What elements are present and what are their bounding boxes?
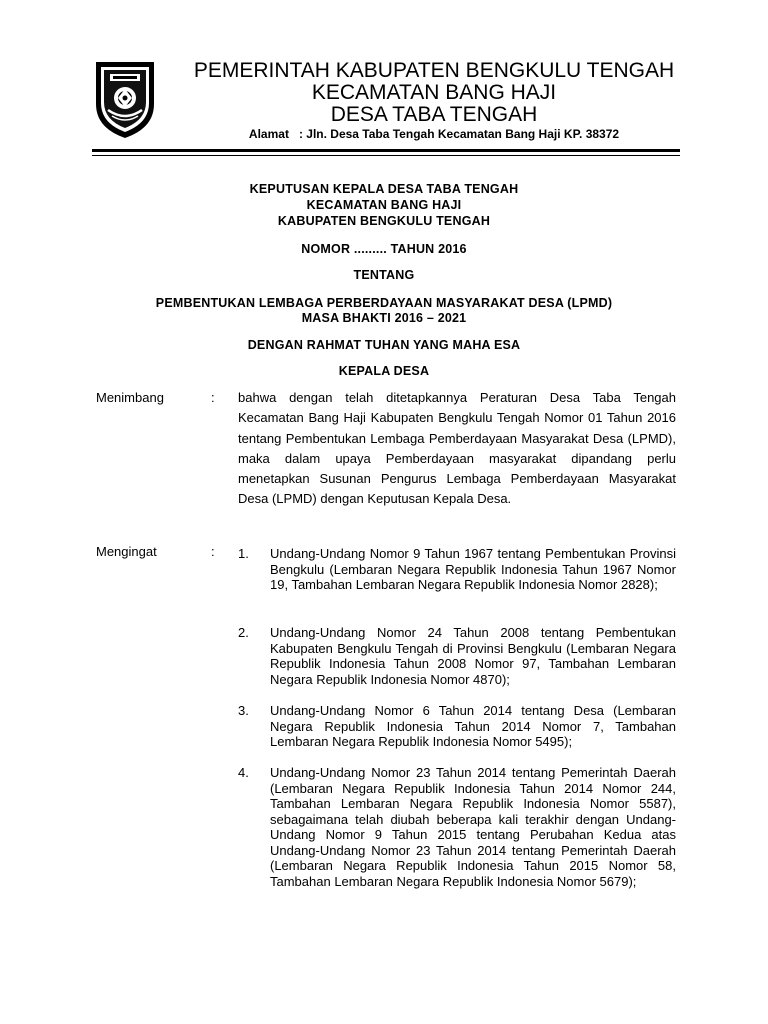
letterhead-divider-thin [92, 155, 680, 156]
mengingat-colon: : [211, 544, 215, 559]
letterhead-divider-thick [92, 149, 680, 152]
mengingat-label: Mengingat [96, 544, 157, 559]
regency-emblem-icon [92, 58, 158, 140]
mengingat-item-text: Undang-Undang Nomor 24 Tahun 2008 tentang Pembentukan Kabupaten Bengkulu Tengah di Provinsi Bengkulu (Lembaran Negara Republik Indonesia Tahun 2008 Nomor 97, Tambahan Lembaran Negara Republik Indonesia Nomor 4870); [270, 625, 676, 687]
menimbang-label: Menimbang [96, 390, 164, 405]
decree-number: NOMOR ......... TAHUN 2016 [301, 242, 467, 256]
decree-invocation: DENGAN RAHMAT TUHAN YANG MAHA ESA [247, 338, 521, 352]
decree-title-line3: KABUPATEN BENGKULU TENGAH [277, 214, 491, 228]
mengingat-item-text: Undang-Undang Nomor 9 Tahun 1967 tentang Pembentukan Provinsi Bengkulu (Lembaran Negara Republik Indonesia Tahun 1967 Nomor 19, Tambahan Lembaran Negara Republik Indonesia Nomor 2828); [270, 546, 676, 592]
decree-authority: KEPALA DESA [338, 364, 430, 378]
letterhead-address: Alamat : Jln. Desa Taba Tengah Kecamatan Bang Haji KP. 38372 [248, 127, 620, 141]
letterhead-district: KECAMATAN BANG HAJI [311, 81, 557, 104]
mengingat-item-number: 2. [238, 625, 249, 640]
menimbang-text: bahwa dengan telah ditetapkannya Peraturan Desa Taba Tengah Kecamatan Bang Haji Kabupaten Bengkulu Tengah Nomor 01 Tahun 2016 tentang Pembentukan Lembaga Pemberdayaan Masyarakat Desa (LPMD), maka dalam upaya Pemberdayaan masyarakat dipandang perlu menetapkan Susunan Pengurus Lembaga Pemberdayaan Masyarakat Desa (LPMD) dengan Keputusan Kepala Desa. [238, 390, 676, 507]
mengingat-item-number: 1. [238, 546, 249, 561]
decree-title-line2: KECAMATAN BANG HAJI [306, 198, 462, 212]
decree-subject-line2: MASA BHAKTI 2016 – 2021 [301, 311, 467, 325]
decree-subject-line1: PEMBENTUKAN LEMBAGA PERBERDAYAAN MASYARAKAT DESA (LPMD) [155, 296, 613, 310]
decree-tentang: TENTANG [353, 268, 415, 282]
letterhead-government: PEMERINTAH KABUPATEN BENGKULU TENGAH [193, 59, 675, 82]
mengingat-item-text: Undang-Undang Nomor 23 Tahun 2014 tentang Pemerintah Daerah (Lembaran Negara Republik Indonesia Tahun 2014 Nomor 244, Tambahan Lembaran Negara Republik Indonesia Nomor 5587), sebagaimana telah diubah beberapa kali terakhir dengan Undang-Undang Nomor 9 Tahun 2015 tentang Perubahan Kedua atas Undang-Undang Nomor 23 Tahun 2014 tentang Pemerintah Daerah (Lembaran Negara Republik Indonesia Tahun 2015 Nomor 58, Tambahan Lembaran Negara Republik Indonesia Nomor 5679); [270, 765, 676, 889]
decree-title-line1: KEPUTUSAN KEPALA DESA TABA TENGAH [249, 182, 519, 196]
menimbang-colon: : [211, 390, 215, 405]
mengingat-item-number: 3. [238, 703, 249, 718]
letterhead-village: DESA TABA TENGAH [330, 103, 538, 126]
mengingat-item-number: 4. [238, 765, 249, 780]
mengingat-item-text: Undang-Undang Nomor 6 Tahun 2014 tentang Desa (Lembaran Negara Republik Indonesia Tahun 2014 Nomor 7, Tambahan Lembaran Negara Republik Indonesia Nomor 5495); [270, 703, 676, 749]
